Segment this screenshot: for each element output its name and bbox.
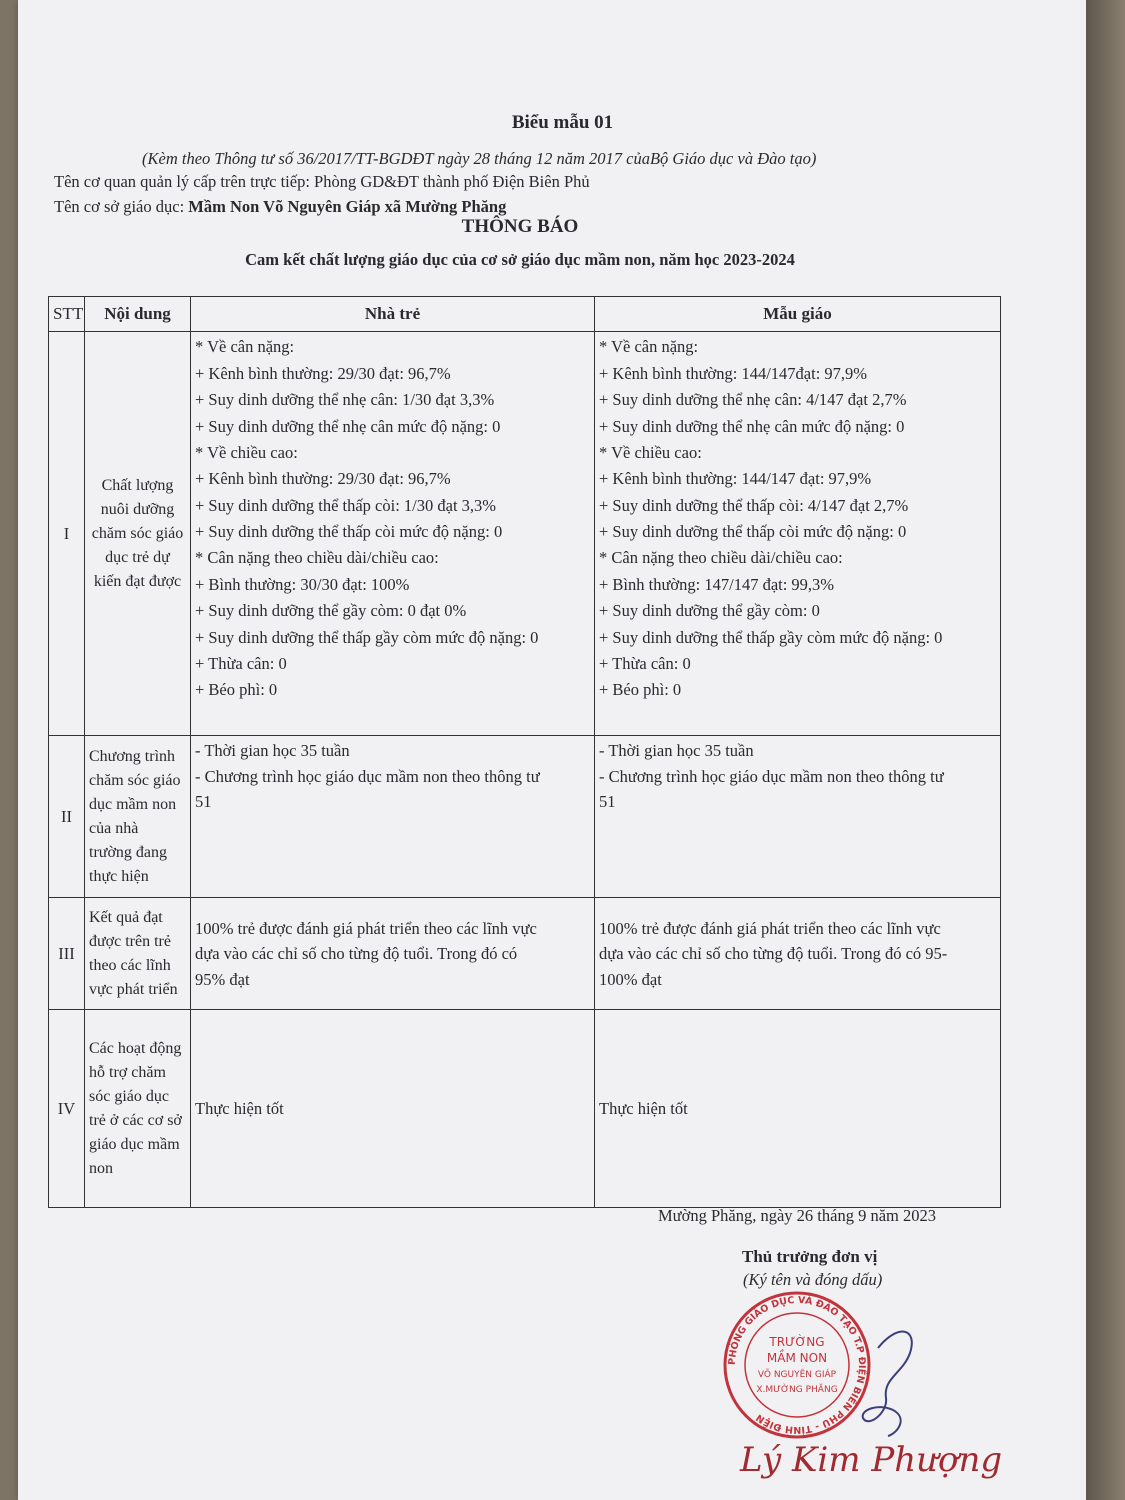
stamp-outer-text: PHÒNG GIÁO DỤC VÀ ĐÀO TẠO T.P ĐIỆN BIÊN PHỦ - TỈNH ĐIỆN	[726, 1294, 868, 1436]
cell-line: - Chương trình học giáo dục mầm non theo thông tư	[195, 766, 540, 786]
stamp-line-3: VÕ NGUYÊN GIÁP	[757, 1370, 837, 1380]
cell-line: + Suy dinh dưỡng thể nhẹ cân mức độ nặng: 0	[195, 416, 501, 436]
cell-line: + Kênh bình thường: 29/30 đạt: 96,7%	[195, 363, 451, 383]
signer-note: (Ký tên và đóng dấu)	[743, 1270, 883, 1289]
cell-line: Các hoạt động	[89, 1039, 182, 1057]
school-value: Mầm Non Võ Nguyên Giáp xã Mường Phăng	[188, 197, 507, 216]
cell-line: giáo dục mầm	[89, 1135, 180, 1153]
notice-title: THÔNG BÁO	[461, 216, 579, 237]
cell-line: chăm sóc giáo	[91, 524, 184, 542]
row-kindergarten	[595, 736, 1001, 898]
header-kindergarten: Mẫu giáo	[595, 297, 1001, 332]
header-nursery: Nhà trẻ	[191, 297, 595, 332]
cell-line: Chất lượng	[101, 476, 174, 494]
cell-line: + Kênh bình thường: 144/147đạt: 97,9%	[599, 363, 868, 383]
row-content	[85, 736, 191, 898]
table-row-3	[49, 898, 1001, 1010]
signature-scribble-icon	[858, 1318, 928, 1438]
table-row-1	[49, 332, 1001, 736]
cell-line: dựa vào các chỉ số cho từng độ tuổi. Trong đó có	[195, 944, 518, 964]
row-kindergarten	[595, 332, 1001, 736]
background-desk	[1086, 0, 1125, 1500]
header-content: Nội dung	[85, 297, 191, 332]
row-kindergarten	[595, 898, 1001, 1010]
cell-line: - Thời gian học 35 tuần	[195, 741, 350, 761]
cell-line: thực hiện	[89, 867, 149, 885]
cell-line: 100% trẻ được đánh giá phát triển theo các lĩnh vực	[599, 918, 941, 938]
signature-name: Lý Kim Phượng	[740, 1440, 1003, 1480]
table-row-4	[49, 1010, 1001, 1208]
agency-label: Tên cơ quan quản lý cấp trên trực tiếp:	[54, 172, 310, 191]
school-label: Tên cơ sở giáo dục:	[54, 197, 185, 216]
header-stt: STT	[49, 297, 85, 332]
row-nursery	[191, 898, 595, 1010]
cell-line: + Béo phì: 0	[195, 680, 278, 700]
cell-line: kiến đạt được	[93, 572, 182, 590]
cell-line: + Kênh bình thường: 29/30 đạt: 96,7%	[195, 469, 451, 489]
cell-line: theo các lĩnh	[89, 956, 171, 974]
cell-line: * Về cân nặng:	[599, 337, 699, 357]
cell-line: trường đang	[89, 843, 168, 861]
cell-line: của nhà	[89, 819, 139, 837]
cell-line: dục mầm non	[89, 795, 177, 813]
cell-line: + Suy dinh dưỡng thể thấp còi mức độ nặng: 0	[599, 522, 907, 542]
cell-line: dựa vào các chỉ số cho từng độ tuổi. Trong đó có 95-	[599, 944, 948, 964]
form-subtitle: (Kèm theo Thông tư số 36/2017/TT-BGDĐT ngày 28 tháng 12 năm 2017 củaBộ Giáo dục và Đào tạo)	[142, 149, 817, 168]
signer-title: Thủ trưởng đơn vị	[742, 1247, 878, 1266]
row-nursery	[191, 332, 595, 736]
form-title: Biểu mẫu 01	[511, 112, 614, 133]
row-stt: IV	[49, 1010, 85, 1208]
cell-line: * Cân nặng theo chiều dài/chiều cao:	[599, 548, 843, 568]
cell-line: dục trẻ dự	[105, 548, 170, 566]
row-nursery	[191, 736, 595, 898]
cell-line: sóc giáo dục	[89, 1087, 169, 1105]
cell-line: 100% đạt	[599, 969, 662, 989]
official-stamp-icon	[722, 1290, 872, 1440]
cell-line: trẻ ở các cơ sở	[89, 1111, 182, 1129]
cell-line: Thực hiện tốt	[195, 1099, 284, 1119]
cell-line: + Suy dinh dưỡng thể gầy còm: 0	[599, 601, 820, 621]
notice-subtitle: Cam kết chất lượng giáo dục của cơ sở giáo dục mầm non, năm học 2023-2024	[245, 250, 795, 269]
cell-line: hỗ trợ chăm	[89, 1063, 166, 1081]
cell-line: 95% đạt	[195, 969, 250, 989]
cell-line: được trên trẻ	[89, 932, 171, 950]
cell-line: nuôi dưỡng	[100, 500, 175, 518]
cell-line: + Thừa cân: 0	[599, 654, 691, 674]
stamp-line-1: TRƯỜNG	[769, 1335, 825, 1349]
cell-line: + Suy dinh dưỡng thể thấp còi: 4/147 đạt 2,7%	[599, 495, 909, 515]
table-row-2	[49, 736, 1001, 898]
cell-line: + Suy dinh dưỡng thể thấp còi: 1/30 đạt 3,3%	[195, 495, 497, 515]
cell-line: + Suy dinh dưỡng thể nhẹ cân: 4/147 đạt 2,7%	[599, 390, 907, 410]
row-stt: I	[49, 332, 85, 736]
cell-line: + Suy dinh dưỡng thể thấp gầy còm mức độ nặng: 0	[599, 627, 943, 647]
stamp-line-4: X.MƯỜNG PHĂNG	[756, 1385, 838, 1395]
cell-line: * Về cân nặng:	[195, 337, 295, 357]
cell-line: + Suy dinh dưỡng thể nhẹ cân: 1/30 đạt 3,3%	[195, 390, 495, 410]
cell-line: + Bình thường: 147/147 đạt: 99,3%	[599, 574, 835, 594]
cell-line: 51	[195, 792, 212, 812]
cell-line: 51	[599, 792, 616, 812]
cell-line: + Suy dinh dưỡng thể thấp gầy còm mức độ nặng: 0	[195, 627, 539, 647]
cell-line: 100% trẻ được đánh giá phát triển theo các lĩnh vực	[195, 918, 537, 938]
cell-line: Thực hiện tốt	[599, 1099, 688, 1119]
row-stt: II	[49, 736, 85, 898]
row-nursery	[191, 1010, 595, 1208]
cell-line: + Bình thường: 30/30 đạt: 100%	[195, 574, 410, 594]
agency-line	[54, 172, 590, 192]
cell-line: - Chương trình học giáo dục mầm non theo thông tư	[599, 766, 944, 786]
cell-line: Kết quả đạt	[89, 908, 163, 926]
cell-line: + Kênh bình thường: 144/147 đạt: 97,9%	[599, 469, 872, 489]
school-line	[54, 197, 506, 217]
row-content	[85, 1010, 191, 1208]
cell-line: + Thừa cân: 0	[195, 654, 287, 674]
cell-line: vực phát triển	[89, 980, 178, 998]
cell-line: Chương trình	[89, 747, 176, 765]
row-stt: III	[49, 898, 85, 1010]
cell-line: * Cân nặng theo chiều dài/chiều cao:	[195, 548, 439, 568]
date-line: Mường Phăng, ngày 26 tháng 9 năm 2023	[658, 1206, 936, 1225]
cell-line: + Suy dinh dưỡng thể gầy còm: 0 đạt 0%	[195, 601, 467, 621]
stamp-line-2: MẦM NON	[766, 1351, 828, 1365]
agency-value: Phòng GD&ĐT thành phố Điện Biên Phủ	[314, 172, 590, 191]
cell-line: chăm sóc giáo	[89, 771, 181, 789]
cell-line: + Suy dinh dưỡng thể nhẹ cân mức độ nặng: 0	[599, 416, 905, 436]
row-content	[85, 898, 191, 1010]
table-header-row	[49, 297, 1001, 332]
row-kindergarten	[595, 1010, 1001, 1208]
cell-line: * Về chiều cao:	[195, 442, 298, 462]
cell-line: non	[89, 1159, 113, 1177]
cell-line: + Suy dinh dưỡng thể thấp còi mức độ nặng: 0	[195, 522, 503, 542]
commitment-table	[48, 296, 1001, 1208]
row-content	[85, 332, 191, 736]
cell-line: - Thời gian học 35 tuần	[599, 741, 754, 761]
cell-line: * Về chiều cao:	[599, 442, 702, 462]
cell-line: + Béo phì: 0	[599, 680, 682, 700]
